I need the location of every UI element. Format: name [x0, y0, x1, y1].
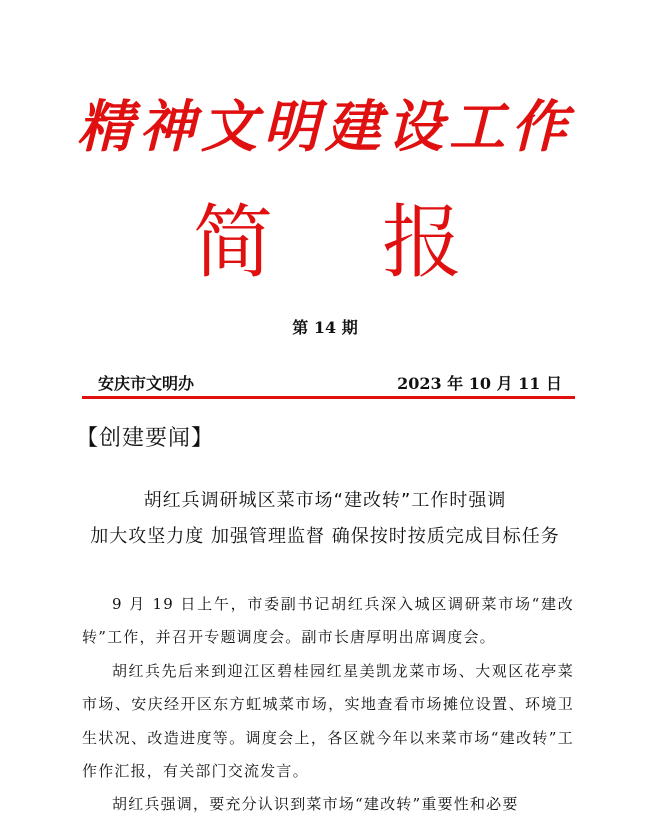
- article-headline-line2: 加大攻坚力度 加强管理监督 确保按时按质完成目标任务: [90, 526, 560, 547]
- issue-date: 2023 年 10 月 11 日: [397, 374, 562, 393]
- article-paragraph-2: 胡红兵先后来到迎江区碧桂园红星美凯龙菜市场、大观区花亭菜市场、安庆经开区东方虹城菜市场，实地查看市场摊位设置、环境卫生状况、改造进度等。调度会上，各区就今年以来菜市场“建改转”工作作汇报，有关部门交流发言。: [82, 661, 574, 781]
- masthead-subtitle-bao: 报: [382, 196, 462, 289]
- issue-number: 第 14 期: [292, 318, 358, 337]
- issuer: 安庆市文明办: [98, 374, 195, 393]
- masthead-title: 精神文明建设工作: [77, 94, 573, 160]
- section-tag: 【创建要闻】: [76, 426, 215, 451]
- article-paragraph-1: 9 月 19 日上午，市委副书记胡红兵深入城区调研菜市场“建改转”工作，并召开专题调度会。副市长唐厚明出席调度会。: [82, 595, 574, 647]
- red-divider-rule: [82, 396, 575, 399]
- masthead-subtitle-jian: 简: [193, 196, 273, 289]
- article-headline-line1: 胡红兵调研城区菜市场“建改转”工作时强调: [143, 490, 507, 511]
- article-paragraph-3: 胡红兵强调，要充分认识到菜市场“建改转”重要性和必要: [112, 795, 519, 814]
- article-body: [82, 588, 574, 822]
